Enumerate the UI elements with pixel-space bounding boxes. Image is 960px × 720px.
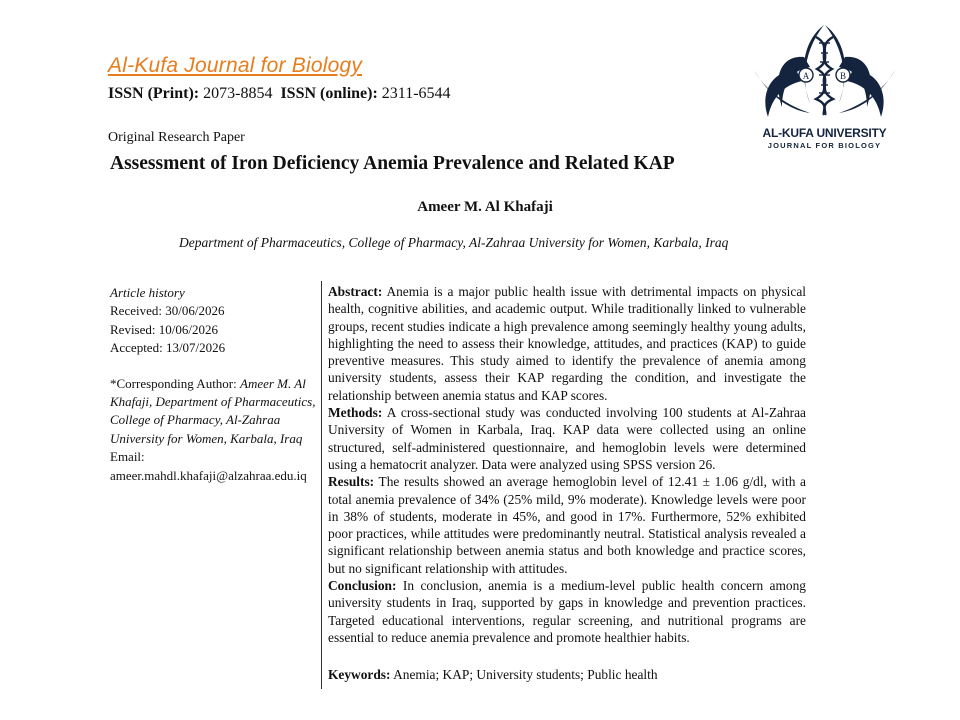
received-date: Received: 30/06/2026 — [110, 303, 225, 319]
journal-title[interactable]: Al-Kufa Journal for Biology — [108, 54, 363, 77]
paper-type: Original Research Paper — [108, 130, 245, 145]
issn-print-label: ISSN (Print): — [108, 85, 200, 102]
author-name: Ameer M. Al Khafaji — [417, 199, 553, 215]
email-address[interactable]: ameer.mahdl.khafaji@alzahraa.edu.iq — [110, 467, 307, 483]
conclusion-paragraph — [328, 577, 806, 646]
issn-online-label: ISSN (online): — [280, 85, 378, 102]
corresponding-author — [110, 375, 318, 449]
issn-print-value: 2073-8854 — [203, 85, 273, 102]
corresponding-label: *Corresponding Author: — [110, 375, 237, 391]
article-info-column — [110, 284, 318, 485]
paper-title: Assessment of Iron Deficiency Anemia Prevalence and Related KAP — [110, 153, 675, 174]
methods-paragraph — [328, 404, 806, 473]
abstract-label: Abstract: — [328, 284, 383, 299]
keywords-text: Anemia; KAP; University students; Public health — [393, 667, 658, 682]
methods-text: A cross-sectional study was conducted involving 100 students at Al-Zahraa University of Women in Karbala, Iraq. KAP data were collected using an online structured, self-administered questionnaire, and hemoglobin levels were determined using a hematocrit analyzer. Data were analyzed using SPSS version 26. — [328, 405, 806, 472]
logo-letter-b: B — [839, 71, 847, 81]
corresponding-name-affiliation: Ameer M. Al Khafaji, Department of Pharmaceutics, College of Pharmacy, Al-Zahraa University for Women, Karbala, Iraq — [110, 375, 316, 446]
methods-label: Methods: — [328, 405, 383, 421]
logo-journal-name: JOURNAL FOR BIOLOGY — [767, 141, 882, 150]
results-paragraph — [328, 473, 806, 577]
logo-letter-a: A — [802, 71, 810, 81]
issn-line — [108, 85, 451, 103]
article-history-title: Article history — [110, 285, 185, 300]
author-affiliation: Department of Pharmaceutics, College of Pharmacy, Al-Zahraa University for Women, Karbala, Iraq — [179, 235, 729, 250]
abstract-paragraph — [328, 283, 806, 404]
issn-online-value: 2311-6544 — [381, 85, 451, 102]
keywords — [328, 667, 806, 683]
logo-university-name: AL-KUFA UNIVERSITY — [762, 126, 887, 140]
abstract-block — [328, 283, 806, 646]
conclusion-label: Conclusion: — [328, 578, 397, 594]
revised-date: Revised: 10/06/2026 — [110, 321, 218, 337]
results-text: The results showed an average hemoglobin level of 12.41 ± 1.06 g/dl, with a total anemia prevalence of 34% (25% mild, 9% moderate). Knowledge levels were poor in 38% of students, moderate in 45%, and good in 17%. Furthermore, 52% exhibited poor practices, while attitudes were predominantly neutral. Statistical analysis revealed a significant relationship between anemia status and both knowledge and practice scores, but no significant relationship with attitudes. — [328, 474, 806, 576]
keywords-label: Keywords: — [328, 667, 391, 682]
abstract-text: Anemia is a major public health issue with detrimental impacts on physical health, cognitive abilities, and academic output. While traditionally linked to vulnerable groups, recent studies indicate a high prevalence among seemingly healthy young adults, highlighting the need to assess their knowledge, attitudes, and practices (KAP) to guide preventive measures. This study aimed to identify the prevalence of anemia among university students, assess their KAP regarding the condition, and investigate the relationship between anemia status and KAP scores. — [328, 284, 806, 403]
accepted-date: Accepted: 13/07/2026 — [110, 340, 226, 356]
results-label: Results: — [328, 474, 375, 490]
conclusion-text: In conclusion, anemia is a medium-level public health concern among university students in Iraq, supported by gaps in knowledge and prevention practices. Targeted educational interventions, regular screening, and nutritional programs are essential to reduce anemia prevalence and promote healthier habits. — [328, 578, 806, 645]
column-divider — [321, 281, 322, 689]
email-label: Email: — [110, 449, 145, 465]
